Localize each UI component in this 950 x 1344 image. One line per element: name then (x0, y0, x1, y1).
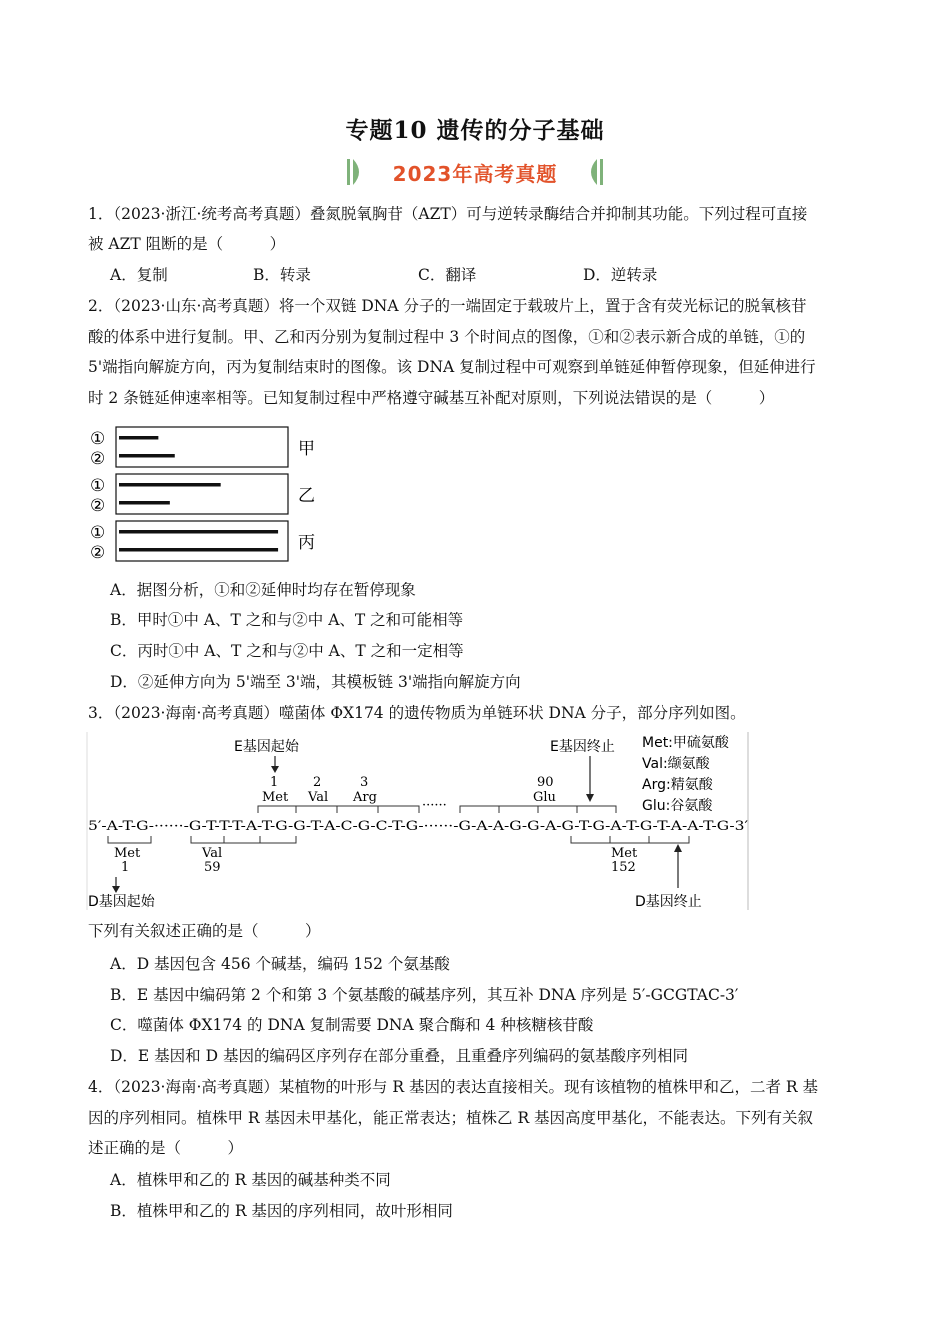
replication-figure (88, 423, 328, 563)
e-gene-end-label: E基因终止 (550, 739, 615, 755)
strand-2-marker: ② (90, 449, 106, 469)
top-codon-number: 2 (313, 775, 322, 790)
q2-option-b[interactable]: B．甲时①中 A、T 之和与②中 A、T 之和可能相等 (110, 611, 464, 629)
dna-sequence: 5′-A-T-G-······-G-T-T-T-A-T-G-G-T-A-C-G-C-T-G-······-G-A-A-G-G-A-G-T-G-A-T-G-T-A-A-T-G-3′ (88, 819, 748, 834)
q3-option-c[interactable]: C．噬菌体 ΦX174 的 DNA 复制需要 DNA 聚合酶和 4 种核糖核苷酸 (110, 1016, 594, 1034)
strand-2-bar (119, 548, 278, 552)
e-gene-start-label: E基因起始 (234, 739, 299, 755)
q3-option-b[interactable]: B．E 基因中编码第 2 个和第 3 个氨基酸的碱基序列，其互补 DNA 序列是 5′-GCGTAC-3′ (110, 986, 739, 1004)
legend-arg: Arg:精氨酸 (642, 777, 713, 793)
banner-right-mark-icon (583, 156, 605, 188)
bottom-codon-number: 1 (121, 860, 130, 875)
d-gene-end-label: D基因终止 (635, 894, 702, 910)
q4-stem-line3: 述正确的是（ ） (88, 1139, 244, 1157)
strand-1-bar (119, 530, 278, 534)
legend-val: Val:缬氨酸 (642, 756, 710, 772)
section-banner (345, 154, 605, 190)
strand-1-bar (119, 436, 158, 440)
section-banner-text: 2023年高考真题 (392, 162, 558, 186)
q3-question: 下列有关叙述正确的是（ ） (88, 922, 321, 940)
panel-box (116, 474, 288, 514)
bottom-codon-number: 59 (204, 860, 221, 875)
panel-box (116, 427, 288, 467)
panel-label: 乙 (298, 486, 315, 506)
top-amino-acid: Met (262, 790, 289, 805)
strand-1-marker: ① (90, 476, 106, 496)
top-amino-acid: Arg (353, 790, 377, 805)
bottom-amino-acid: Met (611, 846, 638, 861)
q1-option-b[interactable]: B．转录 (253, 266, 311, 284)
top-codon-number: 1 (270, 775, 279, 790)
q2-option-d[interactable]: D．②延伸方向为 5'端至 3'端，其模板链 3'端指向解旋方向 (110, 673, 521, 691)
legend-glu: Glu:谷氨酸 (642, 798, 713, 814)
strand-2-marker: ② (90, 543, 106, 563)
ellipsis: ······ (422, 798, 447, 813)
q3-stem-line1: 3．（2023·海南·高考真题）噬菌体 ΦX174 的遗传物质为单链环状 DNA 分子，部分序列如图。 (88, 704, 746, 722)
top-amino-acid: Val (308, 790, 329, 805)
strand-2-marker: ② (90, 496, 106, 516)
q2-option-c[interactable]: C．丙时①中 A、T 之和与②中 A、T 之和一定相等 (110, 642, 464, 660)
q3-option-a[interactable]: A．D 基因包含 456 个碱基，编码 152 个氨基酸 (110, 955, 450, 973)
q4-option-a[interactable]: A．植株甲和乙的 R 基因的碱基种类不同 (110, 1171, 391, 1189)
q4-option-b[interactable]: B．植株甲和乙的 R 基因的序列相同，故叶形相同 (110, 1202, 453, 1220)
q2-stem-line4: 时 2 条链延伸速率相等。已知复制过程中严格遵守碱基互补配对原则，下列说法错误的是（ ） (88, 389, 775, 407)
strand-1-bar (119, 483, 221, 487)
q2-stem-line2: 酸的体系中进行复制。甲、乙和丙分别为复制过程中 3 个时间点的图像，①和②表示新合成的单链，①的 (88, 328, 806, 346)
panel-label: 丙 (298, 533, 315, 553)
bottom-amino-acid: Met (114, 846, 141, 861)
strand-1-marker: ① (90, 523, 106, 543)
strand-2-bar (119, 454, 175, 458)
panel-box (116, 521, 288, 561)
top-amino-acid: Glu (533, 790, 556, 805)
q4-stem-line1: 4．（2023·海南·高考真题）某植物的叶形与 R 基因的表达直接相关。现有该植物的植株甲和乙，二者 R 基 (88, 1078, 818, 1096)
q2-stem-line3: 5'端指向解旋方向，丙为复制结束时的图像。该 DNA 复制过程中可观察到单链延伸暂停现象，但延伸进行 (88, 358, 816, 376)
q2-stem-line1: 2．（2023·山东·高考真题）将一个双链 DNA 分子的一端固定于载玻片上，置于含有荧光标记的脱氧核苷 (88, 297, 807, 315)
top-codon-number: 90 (537, 775, 554, 790)
panel-label: 甲 (298, 439, 315, 459)
strand-2-bar (119, 501, 170, 505)
top-codon-number: 3 (360, 775, 369, 790)
q1-option-c[interactable]: C．翻译 (418, 266, 477, 284)
d-gene-start-label: D基因起始 (88, 894, 155, 910)
q1-stem-line1: 1．（2023·浙江·统考高考真题）叠氮脱氧胸苷（AZT）可与逆转录酶结合并抑制其功能。下列过程可直接 (88, 205, 808, 223)
q1-option-a[interactable]: A．复制 (110, 266, 168, 284)
q4-stem-line2: 因的序列相同。植株甲 R 基因未甲基化，能正常表达；植株乙 R 基因高度甲基化，不能表达。下列有关叙 (88, 1109, 814, 1127)
q1-stem-line2: 被 AZT 阻断的是（ ） (88, 235, 286, 253)
bottom-amino-acid: Val (202, 846, 223, 861)
q3-option-d[interactable]: D．E 基因和 D 基因的编码区序列存在部分重叠，且重叠序列编码的氨基酸序列相同 (110, 1047, 688, 1065)
bottom-codon-number: 152 (611, 860, 636, 875)
page-title: 专题10 遗传的分子基础 (345, 117, 605, 144)
q2-option-a[interactable]: A．据图分析，①和②延伸时均存在暂停现象 (110, 581, 416, 599)
phage-sequence-figure (86, 730, 750, 912)
strand-1-marker: ① (90, 429, 106, 449)
legend-met: Met:甲硫氨酸 (642, 735, 729, 751)
q1-option-d[interactable]: D．逆转录 (583, 266, 658, 284)
